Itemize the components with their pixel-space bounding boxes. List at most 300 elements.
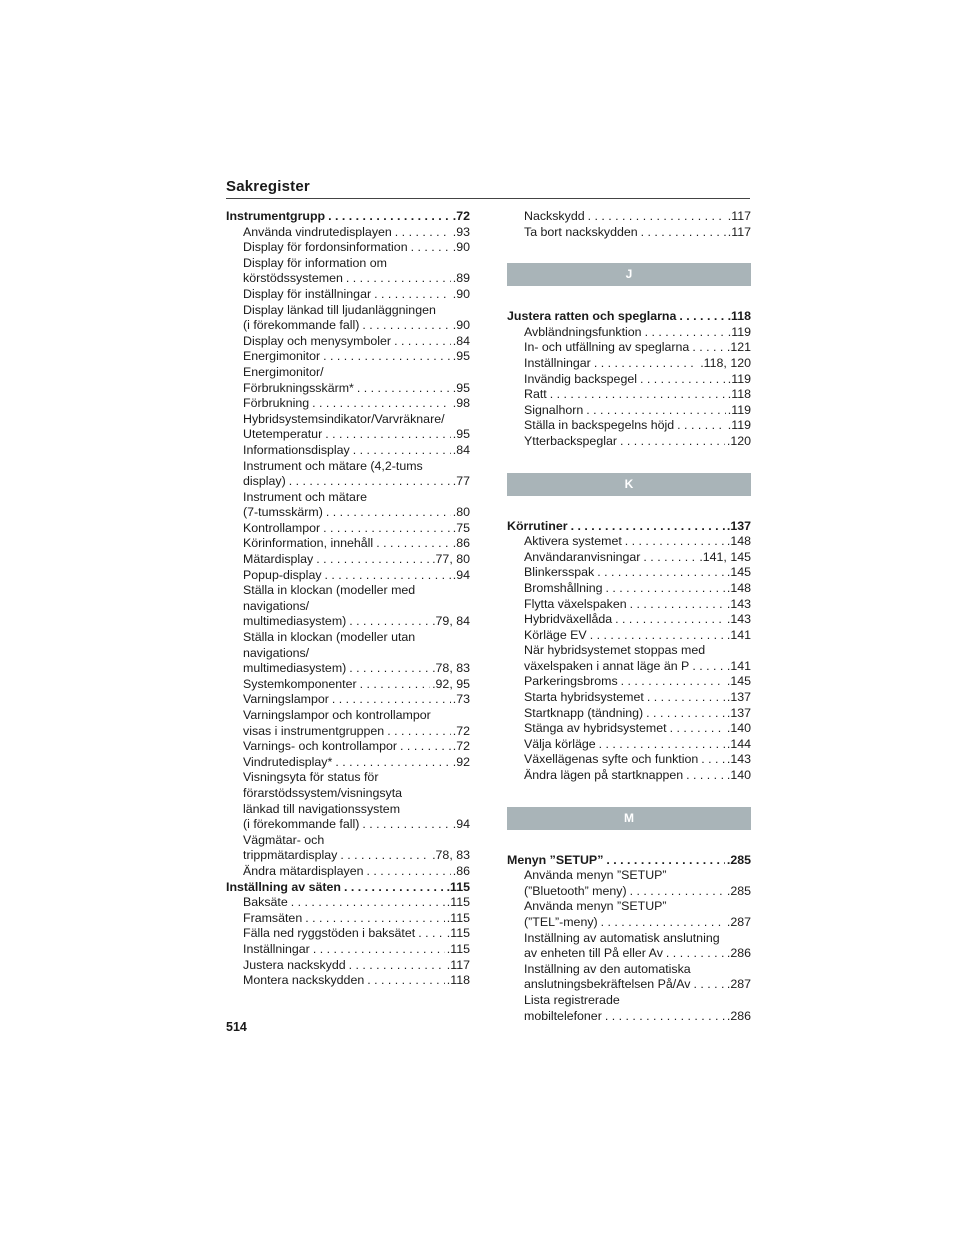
entry-text-line: navigations/ [243,598,310,613]
dot-leader [323,505,451,521]
entry-label: Ställa in backspegelns höjd [524,418,675,433]
entry-page-ref: .285 [726,852,751,867]
entry-label: Körläge EV [524,627,587,642]
dot-leader [617,434,725,450]
dot-leader [384,724,451,740]
entry-label: Informationsdisplay [243,442,350,457]
entry-text-line: Energimonitor/ [243,364,324,379]
entry-label: Invändig backspegel [524,371,637,386]
entry-page-ref: .117 [727,209,751,223]
entry-label: (”Bluetooth” meny) [524,883,627,898]
entry-label: Använda vindrutedisplayen [243,224,392,239]
index-sub-entry [226,256,470,287]
entry-text-line: navigations/ [243,645,310,660]
entry-page-ref: .78, 83 [432,848,470,863]
dot-leader [644,690,725,706]
entry-page-ref: .118 [727,309,751,324]
index-sub-entry [226,303,470,334]
entry-page-ref: .115 [446,926,470,941]
entry-page-ref: .137 [726,518,751,533]
entry-page-ref: .98 [452,396,470,411]
entry-page-ref: .141 [726,658,751,673]
index-sub-entry [226,334,470,350]
index-sub-entry [226,583,470,630]
entry-text-line: Hybridsystemsindikator/Varvräknare/ [243,411,445,426]
dot-leader [346,958,445,974]
entry-label: Flytta växelspaken [524,596,627,611]
entry-label: Justera nackskydd [243,957,346,972]
entry-text-line: Varningslampor och kontrollampor [243,708,431,722]
section-letter-bar: K [507,473,751,496]
entry-page-ref: .80 [452,505,470,520]
dot-leader [373,536,451,552]
entry-page-ref: .72 [452,739,470,754]
entry-page-ref: .119 [727,324,751,339]
entry-label: Inställningar [524,355,591,370]
entry-page-ref: .89 [452,271,470,286]
entry-page-ref: .90 [452,318,470,333]
index-sub-entry [507,403,751,419]
entry-page-ref: .117 [727,224,751,239]
dot-leader [640,550,697,566]
entry-page-ref: .92 [452,754,470,769]
entry-label: Fälla ned ryggstöden i baksätet [243,926,416,941]
entry-label: körstödssystemen [243,271,343,286]
entry-label: Energimonitor [243,349,321,364]
entry-page-ref: .143 [726,752,751,767]
dot-leader [364,864,451,880]
index-sub-entry [507,721,751,737]
entry-label: Display för inställningar [243,286,372,301]
index-sub-entry [226,521,470,537]
dot-leader [357,677,430,693]
index-sub-entry [507,706,751,722]
dot-leader [594,565,725,581]
entry-label: Hybridväxellåda [524,612,613,627]
index-sub-entry [507,225,751,241]
entry-page-ref: .137 [726,705,751,720]
dot-leader [689,340,725,356]
index-sub-entry [507,612,751,628]
entry-page-ref: .115 [446,941,470,956]
entry-label: Avbländningsfunktion [524,324,642,339]
page-header [226,178,750,199]
entry-text-line: Instrument och mätare [243,489,367,504]
entry-label: Display för fordonsinformation [243,240,408,255]
dot-leader [320,521,451,537]
dot-leader [354,381,451,397]
entry-page-ref: .95 [452,380,470,395]
dot-leader [642,325,726,341]
entry-label: Montera nackskydden [243,973,365,988]
entry-label: Kontrollampor [243,520,321,535]
entry-page-ref: .90 [452,240,470,255]
entry-label: Ta bort nackskydden [524,224,638,239]
dot-leader [288,895,445,911]
dot-leader [676,309,725,325]
index-sub-entry [226,692,470,708]
entry-page-ref: .143 [726,596,751,611]
index-main-entry [507,309,751,325]
dot-leader [313,552,430,568]
dot-leader [286,474,451,490]
entry-label: Förbrukning [243,396,310,411]
dot-leader [583,403,726,419]
index-main-entry [507,853,751,869]
entry-page-ref: .137 [726,690,751,705]
index-sub-entry [226,225,470,241]
index-sub-entry [226,412,470,443]
entry-label: mobiltelefoner [524,1008,602,1023]
entry-page-ref: .77, 80 [432,552,470,567]
index-sub-entry [507,597,751,613]
dot-leader [364,973,445,989]
entry-label: Nackskydd [524,209,585,223]
index-main-entry [226,880,470,896]
index-sub-entry [226,552,470,568]
dot-leader [397,739,451,755]
index-sub-entry [507,737,751,753]
dot-leader [674,418,726,434]
dot-leader [408,240,451,256]
index-main-entry [507,519,751,535]
index-sub-entry [507,550,751,566]
dot-leader [329,692,451,708]
entry-page-ref: .145 [726,674,751,689]
dot-leader [547,387,726,403]
entry-page-ref: .286 [726,1008,751,1023]
index-sub-entry [226,958,470,974]
entry-page-ref: .119 [727,371,751,386]
entry-label: anslutningsbekräftelsen På/Av [524,977,691,992]
entry-page-ref: .118 [446,973,470,988]
header-title: Sakregister [226,178,310,195]
index-sub-entry [226,443,470,459]
index-sub-entry [507,931,751,962]
index-sub-entry [507,565,751,581]
dot-leader [622,534,725,550]
index-sub-entry [226,833,470,864]
entry-page-ref: .119 [727,418,751,433]
entry-page-ref: .287 [726,977,751,992]
index-sub-entry [507,628,751,644]
index-sub-entry [507,534,751,550]
entry-text-line: Använda menyn ”SETUP” [524,899,667,914]
entry-page-ref: .77 [452,474,470,489]
entry-page-ref: .86 [452,863,470,878]
entry-text-line: Visningsyta för status för [243,770,379,785]
entry-page-ref: .141 [726,627,751,642]
dot-leader [603,853,724,869]
index-sub-entry [507,868,751,899]
dot-leader [585,209,726,225]
entry-label: av enheten till På eller Av [524,946,663,961]
entry-page-ref: .78, 83 [432,661,470,676]
dot-leader [568,519,725,535]
entry-label: Ändra lägen på startknappen [524,768,684,783]
entry-page-ref: .120 [726,433,751,448]
index-sub-entry [226,568,470,584]
dot-leader [302,911,445,927]
index-sub-entry [507,768,751,784]
entry-label: Körinformation, innehåll [243,536,374,551]
entry-label: Varnings- och kontrollampor [243,739,398,754]
entry-page-ref: .285 [726,883,751,898]
entry-label: Inställningar [243,941,310,956]
dot-leader [415,926,445,942]
entry-label: visas i instrumentgruppen [243,723,385,738]
dot-leader [359,817,450,833]
index-sub-entry [226,365,470,396]
entry-label: display) [243,474,286,489]
index-sub-entry [507,372,751,388]
entry-text-line: Använda menyn ”SETUP” [524,868,667,883]
dot-leader [698,752,725,768]
dot-leader [371,287,451,303]
dot-leader [350,443,451,459]
entry-text-line: Lista registrerade [524,992,620,1007]
entry-page-ref: .119 [727,402,751,417]
entry-label: Menyn ”SETUP” [507,852,604,867]
entry-text-line: Vägmätar- och [243,832,325,847]
entry-text-line: Inställning av automatisk anslutning [524,930,720,945]
entry-page-ref: .287 [726,915,751,929]
index-main-entry [226,209,470,225]
entry-page-ref: .145 [726,565,751,580]
index-sub-entry [226,911,470,927]
dot-leader [667,721,725,737]
index-sub-entry [507,434,751,450]
dot-leader [690,977,724,993]
entry-page-ref: .141, 145 [699,549,751,564]
dot-leader [689,659,725,675]
dot-leader [627,597,725,613]
entry-text-line: Inställning av den automatiska [524,961,691,976]
index-sub-entry [507,387,751,403]
entry-label: Vindrutedisplay* [243,754,333,769]
entry-text-line: Ställa in klockan (modeller utan [243,630,416,645]
dot-leader [602,1009,725,1025]
entry-text-line: När hybridsystemet stoppas med [524,643,706,658]
index-sub-entry [507,752,751,768]
entry-label: Växellägenas syfte och funktion [524,752,699,767]
index-sub-entry [226,770,470,832]
dot-leader [663,946,725,962]
dot-leader [343,271,451,287]
dot-leader [337,848,430,864]
index-sub-entry [507,581,751,597]
entry-label: multimediasystem) [243,661,347,676]
entry-label: Mätardisplay [243,552,314,567]
entry-label: Instrumentgrupp [226,209,326,223]
entry-label: Körrutiner [507,518,568,533]
index-sub-entry [226,396,470,412]
index-sub-entry [226,708,470,739]
dot-leader [322,568,451,584]
entry-page-ref: .94 [452,817,470,832]
entry-label: Baksäte [243,895,288,910]
index-sub-entry [507,340,751,356]
entry-label: Systemkomponenter [243,676,357,691]
entry-page-ref: .140 [726,768,751,783]
index-sub-entry [226,349,470,365]
entry-text-line: länkad till navigationssystem [243,801,401,816]
entry-page-ref: .118 [727,387,751,402]
index-sub-entry [507,418,751,434]
entry-page-ref: .286 [726,946,751,961]
dot-leader [598,915,725,931]
entry-label: Användaranvisningar [524,549,641,564]
entry-label: Display och menysymboler [243,333,392,348]
dot-leader [612,612,725,628]
index-sub-entry [507,690,751,706]
index-sub-entry [226,755,470,771]
entry-text-line: Display länkad till ljudanläggningen [243,302,436,317]
dot-leader [309,396,451,412]
dot-leader [346,661,430,677]
entry-page-ref: .84 [452,442,470,457]
entry-label: Förbrukningsskärm* [243,380,354,395]
entry-label: Stänga av hybridsystemet [524,721,667,736]
entry-page-ref: .115 [446,910,470,925]
dot-leader [683,768,725,784]
section-letter-bar: M [507,807,751,830]
index-sub-entry [507,325,751,341]
entry-label: växelspaken i annat läge än P [524,658,690,673]
entry-page-ref: .148 [726,534,751,549]
index-sub-entry [226,942,470,958]
entry-page-ref: .95 [452,349,470,364]
index-sub-entry [507,993,751,1024]
dot-leader [627,884,725,900]
entry-label: Ändra mätardisplayen [243,863,364,878]
entry-text-line: Instrument och mätare (4,2-tums [243,458,423,473]
entry-label: Starta hybridsystemet [524,690,644,705]
index-sub-entry [226,926,470,942]
dot-leader [391,334,451,350]
entry-label: (7-tumsskärm) [243,505,323,520]
index-sub-entry [507,643,751,674]
entry-page-ref: .140 [726,721,751,736]
entry-page-ref: .93 [452,224,470,239]
dot-leader [638,225,726,241]
index-sub-entry [226,973,470,989]
entry-label: Utetemperatur [243,427,323,442]
entry-page-ref: .84 [452,333,470,348]
entry-page-ref: .143 [726,612,751,627]
entry-page-ref: .121 [726,340,751,355]
entry-label: In- och utfällning av speglarna [524,340,690,355]
dot-leader [637,372,726,388]
entry-label: trippmätardisplay [243,848,338,863]
dot-leader [346,614,430,630]
index-sub-entry [507,674,751,690]
entry-label: Blinkersspak [524,565,595,580]
index-sub-entry [226,630,470,677]
entry-text-line: Display för information om [243,255,387,270]
entry-label: Justera ratten och speglarna [507,309,677,324]
entry-page-ref: .73 [452,692,470,707]
entry-text-line: förarstödssystem/visningsyta [243,785,403,800]
dot-leader [591,356,698,372]
entry-label: Popup-display [243,567,322,582]
entry-label: Ytterbackspeglar [524,433,617,448]
dot-leader [322,427,451,443]
entry-label: (i förekommande fall) [243,817,360,832]
dot-leader [618,674,725,690]
entry-page-ref: .72 [452,723,470,738]
entry-label: Varningslampor [243,692,329,707]
entry-label: Startknapp (tändning) [524,705,644,720]
index-sub-entry [226,490,470,521]
index-sub-entry [507,899,751,930]
entry-label: Framsäten [243,910,303,925]
entry-page-ref: .115 [446,895,470,910]
index-sub-entry [226,864,470,880]
entry-page-ref: .95 [452,427,470,442]
index-sub-entry [226,287,470,303]
index-sub-entry [226,240,470,256]
entry-label: Ratt [524,387,547,402]
entry-page-ref: .94 [452,567,470,582]
index-sub-entry [226,536,470,552]
entry-page-ref: .117 [446,957,470,972]
dot-leader [587,628,725,644]
entry-page-ref: .90 [452,286,470,301]
entry-label: (”TEL”-meny) [524,915,598,929]
dot-leader [359,318,450,334]
dot-leader [643,706,725,722]
dot-leader [392,225,451,241]
entry-label: Signalhorn [524,402,584,417]
entry-page-ref: .148 [726,580,751,595]
entry-page-ref: .92, 95 [432,676,470,691]
index-column-right [507,209,751,1024]
dot-leader [596,737,725,753]
dot-leader [310,942,445,958]
entry-label: Bromshållning [524,580,603,595]
entry-label: Inställning av säten [226,879,341,894]
section-letter-bar: J [507,263,751,286]
entry-page-ref: .86 [452,536,470,551]
page-number: 514 [226,1020,247,1034]
index-sub-entry [226,739,470,755]
index-sub-entry [507,962,751,993]
entry-page-ref: .79, 84 [432,614,470,629]
dot-leader [341,880,445,896]
index-column-left [226,209,470,989]
index-sub-entry [226,677,470,693]
entry-label: Aktivera systemet [524,534,622,549]
entry-page-ref: .75 [452,520,470,535]
dot-leader [603,581,725,597]
entry-label: multimediasystem) [243,614,347,629]
entry-text-line: Ställa in klockan (modeller med [243,583,416,598]
index-sub-entry [507,209,751,225]
entry-page-ref: .72 [452,209,470,223]
dot-leader [320,349,451,365]
entry-page-ref: .118, 120 [700,355,751,370]
entry-label: Parkeringsbroms [524,674,618,689]
index-sub-entry [226,459,470,490]
entry-label: (i förekommande fall) [243,318,360,333]
index-sub-entry [226,895,470,911]
dot-leader [325,209,451,225]
index-sub-entry [507,356,751,372]
entry-page-ref: .144 [726,736,751,751]
entry-page-ref: .115 [446,879,470,894]
entry-label: Välja körläge [524,736,596,751]
